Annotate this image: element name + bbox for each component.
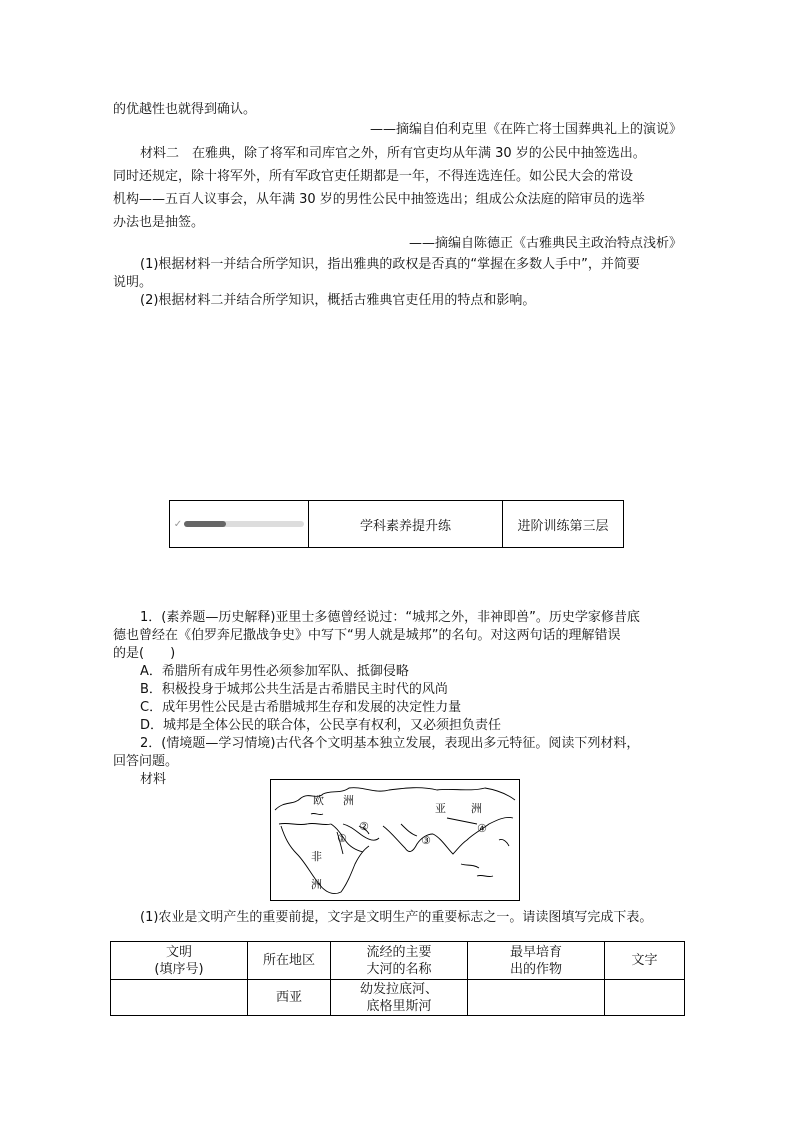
progress-cell	[170, 501, 309, 547]
cell-civ[interactable]	[111, 980, 248, 1016]
material2-line: 机构——五百人议事会，从年满 30 岁的男性公民中抽签选出；组成公众法庭的陪审员的选举	[113, 192, 645, 207]
map-label-africa: 非	[311, 850, 322, 863]
progress-bar	[184, 521, 304, 527]
banner-level: 进阶训练第三层	[517, 518, 609, 534]
q2-sub1: (1)农业是文明产生的重要前提，文字是文明生产的重要标志之一。请读图填写完成下表。	[140, 910, 653, 925]
material2-line: 同时还规定，除十将军外，所有军政官吏任期都是一年，不得连选连任。如公民大会的常设	[113, 169, 634, 184]
map-marker-3: ③	[421, 834, 431, 847]
cell-crop[interactable]	[468, 980, 605, 1016]
map-marker-4: ④	[477, 822, 487, 835]
q1-option-b: B．积极投身于城邦公共生活是古希腊民主时代的风尚	[140, 682, 448, 697]
header-rivers: 流经的主要 大河的名称	[331, 942, 468, 980]
header-region: 所在地区	[248, 942, 331, 980]
cell-rivers: 幼发拉底河、 底格里斯河	[331, 980, 468, 1016]
progress-fill	[184, 521, 226, 527]
map-label-europe: 欧	[313, 794, 324, 807]
world-map	[270, 779, 520, 901]
q1-option-d: D．城邦是全体公民的联合体，公民享有权利，又必须担负责任	[140, 718, 502, 733]
cell-region: 西亚	[248, 980, 331, 1016]
material2-line: 材料二 在雅典，除了将军和司库官之外，所有官吏均从年满 30 岁的公民中抽签选出。	[140, 146, 646, 161]
q1-stem: 的是( )	[113, 646, 176, 661]
material2-source: ——摘编自陈德正《古雅典民主政治特点浅析》	[408, 236, 682, 251]
civilization-table	[110, 941, 685, 1016]
banner-title: 学科素养提升练	[309, 501, 503, 547]
map-label-asia: 亚	[435, 802, 446, 815]
map-marker-2: ②	[359, 820, 369, 833]
q2-stem: 回答问题。	[113, 754, 179, 769]
q1-option-c: C．成年男性公民是古希腊城邦生存和发展的决定性力量	[140, 700, 462, 715]
table-row	[111, 980, 685, 1016]
table-header-row	[111, 942, 685, 980]
question-1: (1)根据材料一并结合所学知识，指出雅典的政权是否真的“掌握在多数人手中”，并简要	[140, 257, 640, 272]
question-1-cont: 说明。	[113, 275, 153, 290]
section-banner	[169, 500, 624, 548]
material2-line: 办法也是抽签。	[113, 215, 205, 230]
q2-material-label: 材料	[140, 772, 167, 787]
material1-source: ——摘编自伯利克里《在阵亡将士国葬典礼上的演说》	[369, 122, 682, 137]
q2-stem: 2．(情境题—学习情境)古代各个文明基本独立发展，表现出多元特征。阅读下列材料，	[140, 736, 640, 751]
header-civ: 文明 (填序号)	[111, 942, 248, 980]
map-outline	[271, 780, 519, 900]
header-script: 文字	[605, 942, 685, 980]
material1-tail: 的优越性也就得到确认。	[113, 102, 257, 117]
check-icon: ✓	[173, 518, 183, 530]
q1-option-a: A．希腊所有成年男性必须参加军队、抵御侵略	[140, 664, 409, 679]
q1-stem: 德也曾经在《伯罗奔尼撒战争史》中写下“男人就是城邦”的名句。对这两句话的理解错误	[113, 628, 621, 643]
question-2: (2)根据材料二并结合所学知识，概括古雅典官吏任用的特点和影响。	[140, 293, 536, 308]
map-label-africa: 洲	[311, 878, 322, 891]
cell-script[interactable]	[605, 980, 685, 1016]
map-marker-1: ①	[337, 832, 347, 845]
header-crop: 最早培育 出的作物	[468, 942, 605, 980]
q1-stem: 1．(素养题—历史解释)亚里士多德曾经说过：“城邦之外，非神即兽”。历史学家修昔底	[140, 610, 640, 625]
map-label-asia: 洲	[471, 802, 482, 815]
map-label-europe: 洲	[343, 794, 354, 807]
